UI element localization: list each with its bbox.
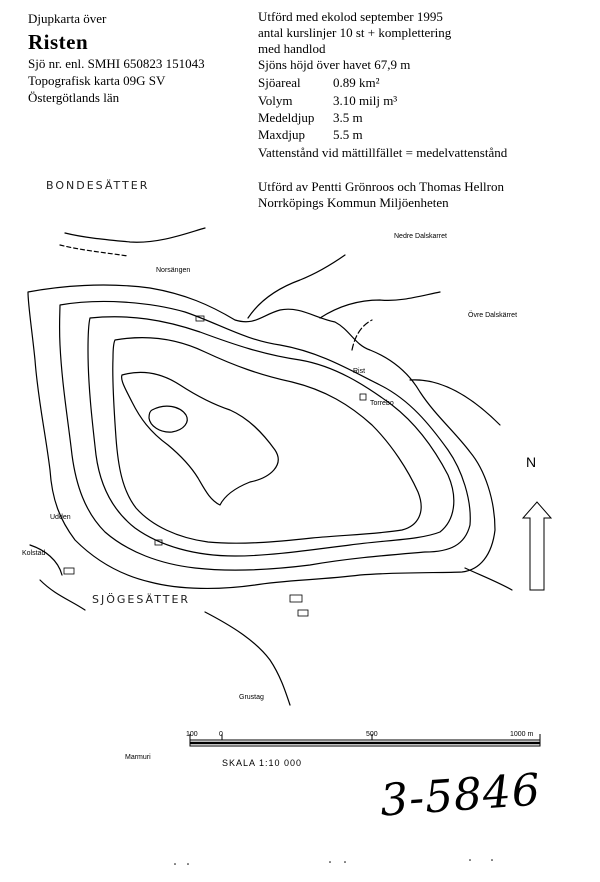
max-depth-label: Maxdjup [258, 127, 305, 142]
building-kolstad [64, 568, 74, 574]
depth-contour-1 [60, 301, 471, 570]
county: Östergötlands län [28, 90, 120, 105]
survey-line-3: med handlod [258, 41, 326, 56]
building-sjogesatter [290, 595, 302, 602]
place-kolstad: Kolstad [22, 550, 46, 557]
road-southwest [40, 580, 85, 610]
map-subtitle: Djupkarta över [28, 11, 107, 26]
place-udden: Udden [50, 514, 71, 521]
handwritten-id: 3-5846 [378, 764, 543, 827]
place-sjogesatter: SJÖGESÄTTER [92, 593, 191, 606]
road-south [205, 612, 290, 705]
smhi-reference: Sjö nr. enl. SMHI 650823 151043 [28, 56, 205, 71]
place-bondesatter: BONDESÄTTER [46, 179, 150, 192]
depth-contour-4 [122, 372, 279, 505]
place-marmuri: Marmuri [125, 754, 151, 761]
place-rist: Rist [353, 368, 366, 375]
volume-label: Volym [258, 93, 293, 108]
north-arrow-icon [523, 502, 551, 590]
building-rist [360, 394, 366, 400]
place-norsangen: Norsängen [156, 267, 191, 274]
volume-value: 3.10 milj m³ [333, 93, 398, 108]
topo-map-reference: Topografisk karta 09G SV [28, 73, 166, 88]
depth-contour-2 [88, 317, 454, 556]
shoreline [28, 285, 495, 588]
scale-tick-right: 1000 m [510, 731, 534, 738]
credits-office: Norrköpings Kommun Miljöenheten [258, 195, 449, 210]
road-southeast [465, 568, 512, 590]
scale-tick-mid: 500 [366, 731, 378, 738]
place-grustag: Grustag [239, 694, 264, 701]
place-nedre-dalskarret: Nedre Dalskarret [394, 233, 447, 240]
road-north [65, 228, 205, 242]
scale-label: SKALA 1:10 000 [222, 758, 303, 768]
survey-line-1: Utförd med ekolod september 1995 [258, 9, 443, 24]
scale-tick-left: 100 [186, 731, 198, 738]
credits-authors: Utförd av Pentti Grönroos och Thomas Hellron [258, 179, 504, 194]
max-depth-value: 5.5 m [333, 127, 363, 142]
stream-east [320, 292, 440, 318]
scale-tick-zero: 0 [219, 731, 223, 738]
survey-line-2: antal kurslinjer 10 st + komplettering [258, 25, 452, 40]
place-torrebo: Torrebo [370, 400, 394, 407]
water-level-note: Vattenstånd vid mättillfället = medelvattenstånd [258, 145, 508, 160]
road-north-dashed [60, 245, 128, 256]
area-value: 0.89 km² [333, 75, 380, 90]
area-label: Sjöareal [258, 75, 301, 90]
mean-depth-label: Medeldjup [258, 110, 315, 125]
north-label: N [526, 454, 537, 470]
lake-name: Risten [28, 30, 89, 54]
stream-northeast [248, 255, 345, 318]
scale-bar [190, 734, 540, 746]
depth-contour-deep [149, 406, 187, 432]
lake-elevation: Sjöns höjd över havet 67,9 m [258, 57, 411, 72]
place-ovre-dalskarret: Övre Dalskärret [468, 312, 518, 319]
mean-depth-value: 3.5 m [333, 110, 363, 125]
building-sjogesatter-2 [298, 610, 308, 616]
